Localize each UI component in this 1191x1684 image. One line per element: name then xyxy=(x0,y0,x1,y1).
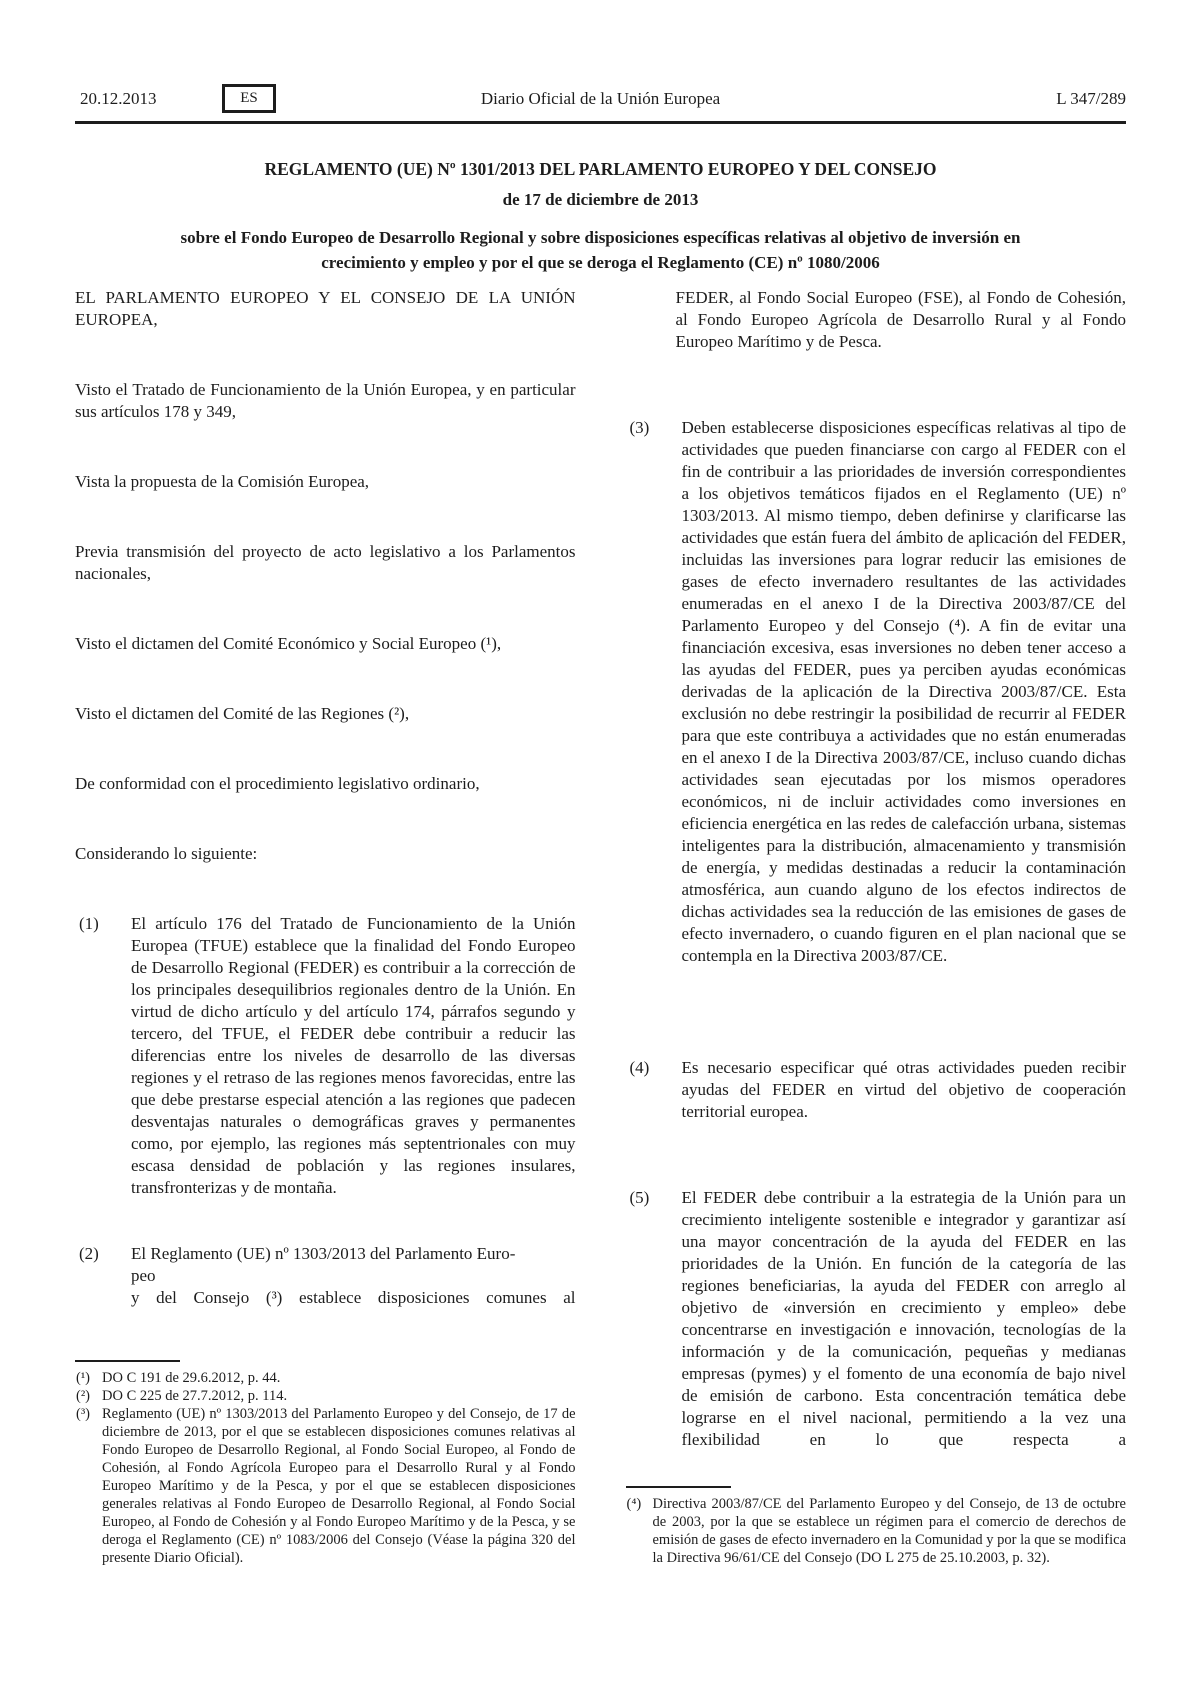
right-column xyxy=(626,287,1127,1567)
footnote-list-left xyxy=(75,1369,576,1567)
recital-number: (5) xyxy=(629,1188,650,1207)
language-badge: ES xyxy=(222,84,276,113)
footnote xyxy=(75,1387,576,1405)
preamble-paragraph: Visto el Tratado de Funcionamiento de la Unión Europea, y en particular sus artículos 178 y 349, xyxy=(75,380,576,421)
footnote-number: (⁴) xyxy=(626,1496,642,1512)
footnote-list-right xyxy=(626,1495,1127,1567)
preamble-paragraph: De conformidad con el procedimiento legislativo ordinario, xyxy=(75,774,480,793)
preamble-paragraph: EL PARLAMENTO EUROPEO Y EL CONSEJO DE LA UNIÓN EUROPEA, xyxy=(75,288,576,329)
recital-2-continuation: FEDER, al Fondo Social Europeo (FSE), al Fondo de Cohesión, al Fondo Europeo Agrícola de Desarrollo Rural y al Fondo Europeo Marítimo y de Pesca. xyxy=(675,288,1126,351)
page-reference: L 347/289 xyxy=(1056,89,1126,108)
footnote xyxy=(626,1495,1127,1567)
preamble-paragraph: Visto el dictamen del Comité Económico y Social Europeo (¹), xyxy=(75,634,502,653)
footnote-text: DO C 225 de 27.7.2012, p. 114. xyxy=(102,1388,288,1404)
recital-text: El artículo 176 del Tratado de Funcionamiento de la Unión Europea (TFUE) establece que la finalidad del Fondo Europeo de Desarrollo Regional (FEDER) es contribuir a la corrección de los principales desequilibrios regionales dentro de la Unión. En virtud de dicho artículo y del artículo 174, párrafos segundo y tercero, del TFUE, el FEDER debe contribuir a reducir las diferencias entre los niveles de desarrollo de las diversas regiones y el retraso de las regiones menos favorecidas, entre las que debe prestarse especial atención a las regiones que padecen desventajas naturales o demográficas graves y permanentes como, por ejemplo, las regiones más septentrionales con muy escasa densidad de población y las regiones insulares, transfronterizas y de montaña. xyxy=(131,914,576,1197)
publication-date: 20.12.2013 xyxy=(80,89,157,108)
footnotes-right xyxy=(626,1486,1127,1567)
footnote xyxy=(75,1369,576,1387)
regulation-date: de 17 de diciembre de 2013 xyxy=(502,190,699,209)
preamble-paragraph: Visto el dictamen del Comité de las Regiones (²), xyxy=(75,704,410,723)
footnote-text: Reglamento (UE) nº 1303/2013 del Parlamento Europeo y del Consejo, de 17 de diciembre de 2013, por el que se establecen disposiciones comunes relativas al Fondo Europeo de Desarrollo Regional, al Fondo Social Europeo, al Fondo de Cohesión, al Fondo Agrícola Europeo para el Desarrollo Rural y al Fondo Europeo Marítimo y de la Pesca, y por el que se establecen disposiciones generales relativas al Fondo Europeo de Desarrollo Regional, al Fondo Social Europeo, al Fondo de Cohesión y al Fondo Europeo Marítimo y de la Pesca, y se deroga el Reglamento (CE) nº 1083/2006 del Consejo (Véase la página 320 del presente Diario Oficial). xyxy=(102,1406,576,1566)
recitals-left xyxy=(75,913,576,1309)
recital xyxy=(75,1243,576,1309)
footnote xyxy=(75,1405,576,1567)
regulation-subject: sobre el Fondo Europeo de Desarrollo Regional y sobre disposiciones específicas relativas al objetivo de inversión en crecimiento y empleo y por el que se deroga el Reglamento (CE) nº 1080/2006 xyxy=(180,228,1021,272)
footnote-number: (³) xyxy=(76,1406,91,1422)
preamble-paragraph: Considerando lo siguiente: xyxy=(75,844,258,863)
footnotes-left xyxy=(75,1360,576,1567)
footnote-text: Directiva 2003/87/CE del Parlamento Europeo y del Consejo, de 13 de octubre de 2003, por la que se establece un régimen para el comercio de derechos de emisión de gases de efecto invernadero en la Comunidad y por la que se modifica la Directiva 96/61/CE del Consejo (DO L 275 de 25.10.2003, p. 32). xyxy=(652,1496,1127,1566)
left-column xyxy=(75,287,576,1567)
recital-number: (4) xyxy=(629,1058,650,1077)
recital-text: El FEDER debe contribuir a la estrategia de la Unión para un crecimiento inteligente sostenible e integrador y garantizar así una mayor concentración de la ayuda del FEDER en las prioridades de la Unión. En función de la categoría de las regiones beneficiarias, la ayuda del FEDER con arreglo al objetivo de «inversión en crecimiento y empleo» debe concentrarse en investigación e innovación, tecnologías de la información y de la comunicación, pequeñas y medianas empresas (pymes) y el fomento de una economía de bajo nivel de emisión de carbono. Esta concentración temática debe lograrse en el nivel nacional, permitiendo a la vez una flexibilidad en lo que respecta a xyxy=(681,1188,1126,1449)
recital-number: (2) xyxy=(79,1244,99,1263)
footnote-text: DO C 191 de 29.6.2012, p. 44. xyxy=(102,1370,281,1386)
recital-line: peo xyxy=(131,1266,156,1285)
footnote-number: (²) xyxy=(76,1388,91,1404)
header-rule xyxy=(75,121,1126,124)
recital-text: Deben establecerse disposiciones específicas relativas al tipo de actividades que pueden financiarse con cargo al FEDER con el fin de contribuir a las prioridades de inversión correspondientes a los objetivos temáticos fijados en el Reglamento (UE) nº 1303/2013. Al mismo tiempo, deben definirse y clarificarse las actividades que están fuera del ámbito de aplicación del FEDER, incluidas las inversiones para lograr reducir las emisiones de gases de efecto invernadero resultantes de las actividades enumeradas en el anexo I de la Directiva 2003/87/CE del Parlamento Europeo y del Consejo (⁴). A fin de evitar una financiación excesiva, esas inversiones no deben tener acceso a las ayudas del FEDER, pues ya perciben ayudas económicas derivadas de la aplicación de la Directiva 2003/87/CE. Esta exclusión no debe restringir la posibilidad de recurrir al FEDER para que este contribuya a actividades que no están enumeradas en el anexo I de la Directiva 2003/87/CE, incluso cuando dichas actividades sean ejecutadas por los mismos operadores económicos, ni de incluir actividades como inversiones en eficiencia energética en las redes de calefacción urbana, sistemas inteligentes para la distribución, almacenamiento y transmisión de energía, y medidas destinadas a reducir la contaminación atmosférica, aun cuando alguno de los efectos indirectos de dichas actividades sea la reducción de las emisiones de gases de efecto invernadero, o cuando figuren en el plan nacional que se contempla en la Directiva 2003/87/CE. xyxy=(681,418,1126,965)
preamble xyxy=(75,287,576,913)
journal-title: Diario Oficial de la Unión Europea xyxy=(480,89,721,108)
recital-line: El Reglamento (UE) nº 1303/2013 del Parlamento Euro- xyxy=(131,1244,516,1263)
footnote-number: (¹) xyxy=(76,1370,91,1386)
recital-line: y del Consejo (³) establece disposiciones comunes al xyxy=(131,1288,576,1307)
recital-text: Es necesario especificar qué otras actividades pueden recibir ayudas del FEDER en virtud del objetivo de cooperación territorial europea. xyxy=(681,1058,1126,1121)
recital xyxy=(626,417,1127,967)
preamble-paragraph: Previa transmisión del proyecto de acto legislativo a los Parlamentos nacionales, xyxy=(75,542,576,583)
recital xyxy=(626,1057,1127,1123)
recitals-right xyxy=(626,417,1127,1451)
preamble-paragraph: Vista la propuesta de la Comisión Europea, xyxy=(75,472,370,491)
recital-number: (3) xyxy=(629,418,650,437)
footnote-rule xyxy=(75,1360,180,1362)
recital-number: (1) xyxy=(79,914,99,933)
recital xyxy=(75,913,576,1199)
regulation-title: REGLAMENTO (UE) Nº 1301/2013 DEL PARLAMENTO EUROPEO Y DEL CONSEJO xyxy=(264,159,937,179)
page-header xyxy=(75,84,1126,114)
two-column-body xyxy=(75,287,1126,1567)
recital xyxy=(626,1187,1127,1451)
footnote-rule xyxy=(626,1486,731,1488)
